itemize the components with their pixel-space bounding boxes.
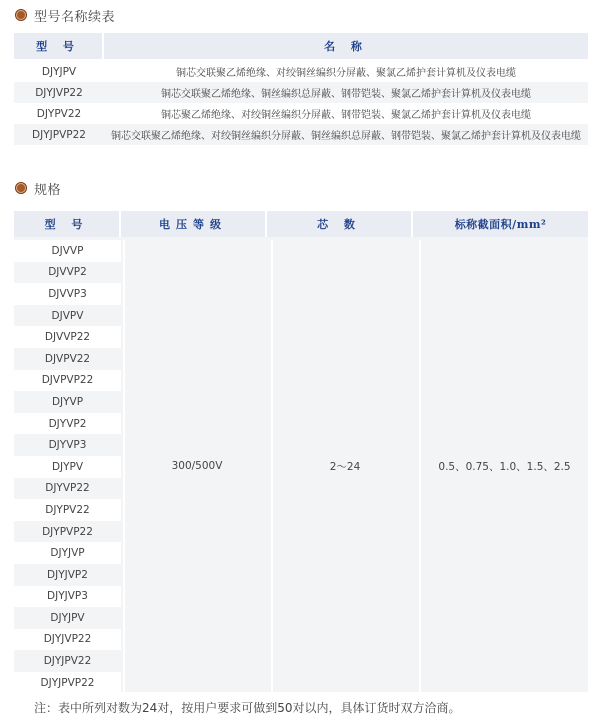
model-cell: DJYJPV [14,607,121,629]
cell-name: 铜芯聚乙烯绝缘、对绞铜丝编织分屏蔽、钢带铠装、聚氯乙烯护套计算机及仪表电缆 [161,110,531,121]
header-voltage: 电压等级 [121,211,267,237]
model-cell: DJVVP22 [14,326,121,348]
model-cell: DJYJPVP22 [14,672,121,694]
bullet-icon [16,183,26,193]
model-cell: DJYJVP22 [14,629,121,651]
section-title-text: 型号名称续表 [34,9,116,25]
model-cell: DJYVP22 [14,478,121,500]
table-header [14,33,588,59]
model-name-table [14,33,588,145]
model-cell: DJVPVP22 [14,370,121,392]
table-row [14,103,588,124]
model-cell: DJYJVP [14,542,121,564]
model-cell: DJYJVP2 [14,564,121,586]
model-cell: DJYPVP22 [14,521,121,543]
model-column [14,240,121,693]
table-row [14,82,588,103]
section-title-model-names [16,5,115,25]
cell-name: 铜芯交联聚乙烯绝缘、对绞铜丝编织分屏蔽、聚氯乙烯护套计算机及仪表电缆 [176,68,516,79]
section-title-specs [16,178,61,198]
header-name: 名 称 [324,40,368,53]
model-cell: DJYJVP3 [14,586,121,608]
footnote: 注：表中所列对数为24对，按用户要求可做到50对以内，具体订货时双方洽商。 [34,701,461,715]
cell-model: DJYJPVP22 [32,128,86,141]
model-cell: DJYJPV22 [14,650,121,672]
spec-table [14,211,588,692]
table-row [14,61,588,82]
model-cell: DJYVP3 [14,434,121,456]
model-cell: DJVPV [14,305,121,327]
table-header [14,211,588,237]
voltage-cell: 300/500V [123,240,269,692]
model-cell: DJVVP [14,240,121,262]
model-cell: DJVPV22 [14,348,121,370]
header-cores: 芯 数 [267,211,413,237]
model-cell: DJYPV [14,456,121,478]
cell-name: 铜芯交联聚乙烯绝缘、对绞铜丝编织分屏蔽、铜丝编织总屏蔽、钢带铠装、聚氯乙烯护套计算机及仪表电缆 [111,131,581,142]
model-cell: DJVVP2 [14,262,121,284]
header-model: 型 号 [14,33,104,59]
header-area: 标称截面积/mm² [454,218,547,231]
cell-model: DJYJPV [41,65,77,78]
model-cell: DJYVP [14,391,121,413]
cell-name: 铜芯交联聚乙烯绝缘、铜丝编织总屏蔽、钢带铠装、聚氯乙烯护套计算机及仪表电缆 [161,89,531,100]
cell-model: DJYPV22 [36,107,82,120]
model-cell: DJVVP3 [14,283,121,305]
area-cell: 0.5、0.75、1.0、1.5、2.5 [419,240,588,692]
table-row [14,124,588,145]
bullet-icon [16,10,26,20]
cell-model: DJYJVP22 [35,86,83,99]
header-model: 型 号 [14,211,121,237]
model-cell: DJYVP2 [14,413,121,435]
section-title-text: 规格 [34,182,62,198]
cores-cell: 2～24 [271,240,417,692]
model-cell: DJYPV22 [14,499,121,521]
